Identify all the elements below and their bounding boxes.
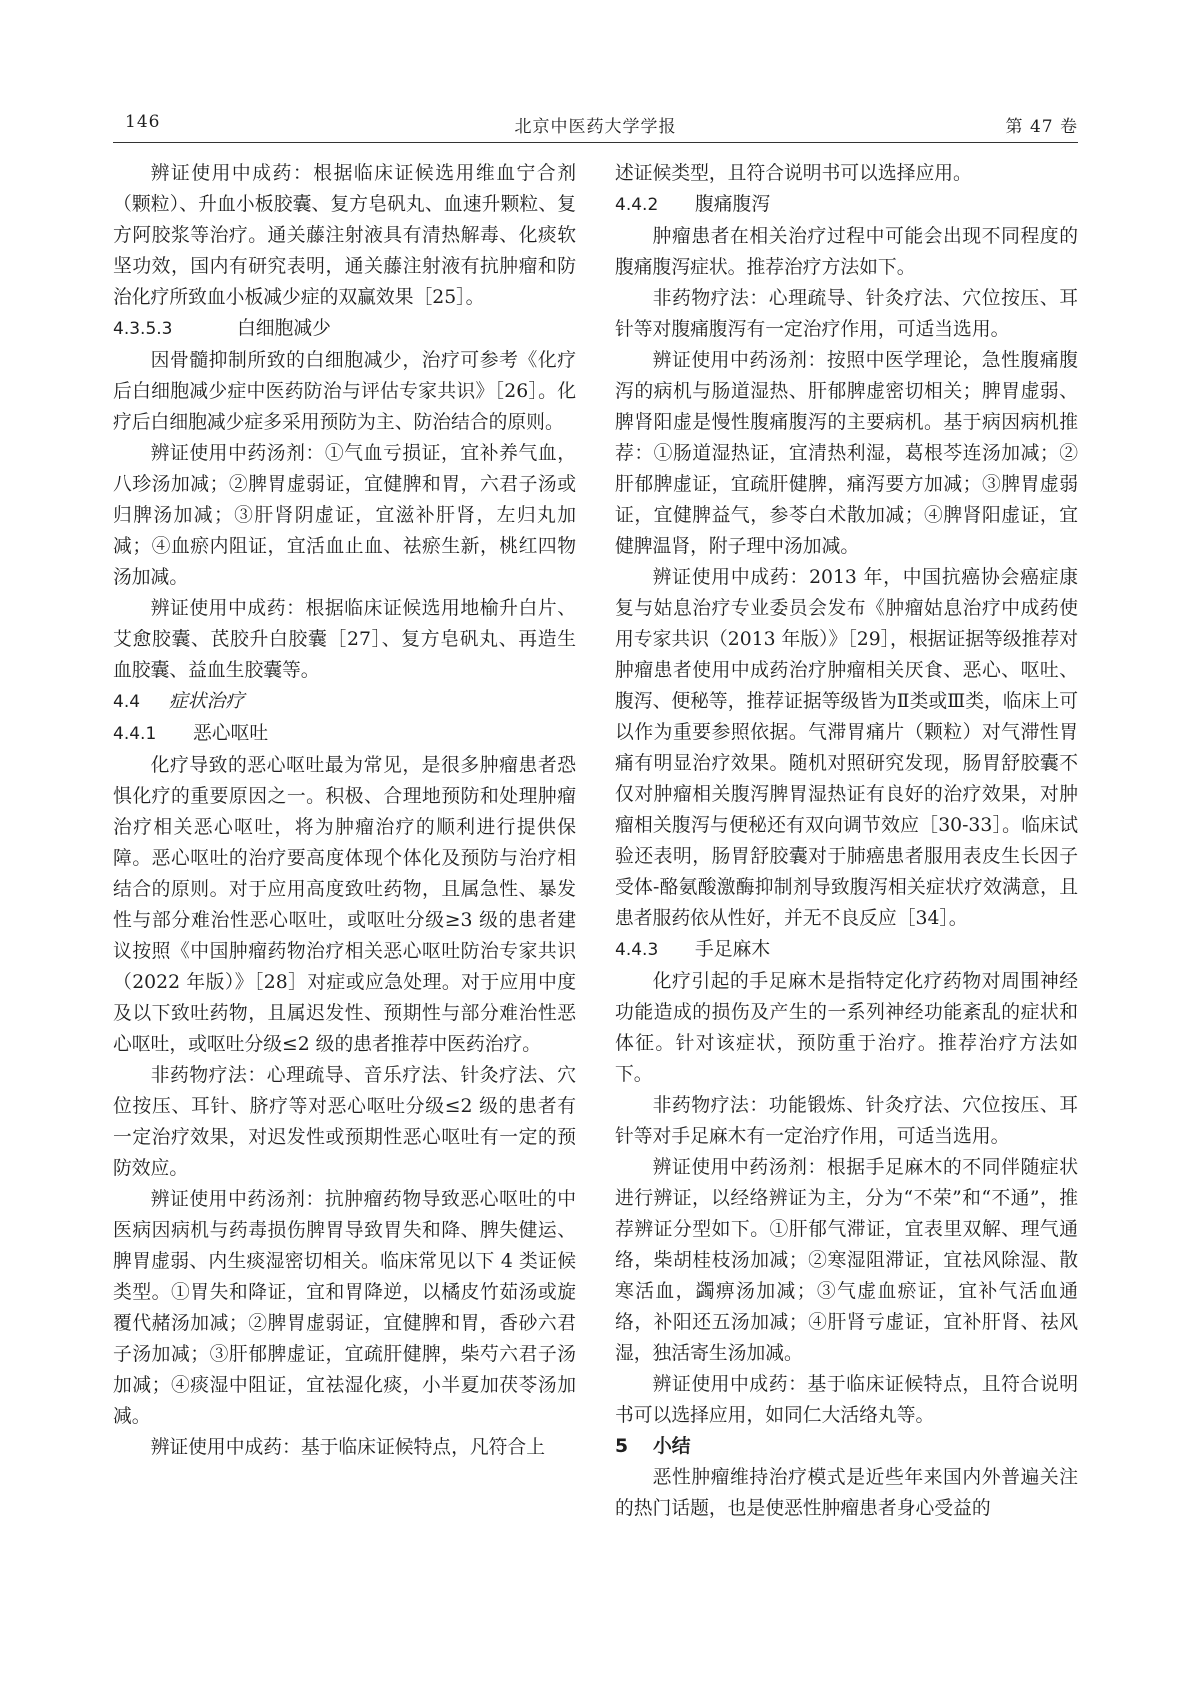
heading-number: 4.4.1	[113, 724, 157, 744]
paragraph: 辨证使用中药汤剂：①气血亏损证，宜补养气血，八珍汤加减；②脾胃虚弱证，宜健脾和胃，六君子汤或归脾汤加减；③肝肾阴虚证，宜滋补肝肾，左归丸加减；④血瘀内阻证，宜活血止血、祛瘀生新，桃红四物汤加减。	[113, 443, 576, 588]
page-number: 146	[125, 112, 161, 132]
paragraph: 辨证使用中药汤剂：按照中医学理论，急性腹痛腹泻的病机与肠道湿热、肝郁脾虚密切相关；脾胃虚弱、脾肾阳虚是慢性腹痛腹泻的主要病机。基于病因病机推荐：①肠道湿热证，宜清热利湿，葛根芩连汤加减；②肝郁脾虚证，宜疏肝健脾，痛泻要方加减；③脾胃虚弱证，宜健脾益气，参苓白术散加减；④脾肾阳虚证，宜健脾温肾，附子理中汤加减。	[615, 350, 1078, 557]
heading-number: 4.4.3	[615, 940, 659, 960]
left-column	[113, 158, 576, 1463]
paragraph: 恶性肿瘤维持治疗模式是近些年来国内外普遍关注的热门话题，也是使恶性肿瘤患者身心受益的	[615, 1467, 1078, 1519]
paragraph: 因骨髓抑制所致的白细胞减少，治疗可参考《化疗后白细胞减少症中医药防治与评估专家共识》［26］。化疗后白细胞减少症多采用预防为主、防治结合的原则。	[113, 350, 576, 433]
subsection-heading	[615, 934, 1078, 966]
subsection-heading	[615, 189, 1078, 221]
paragraph: 辨证使用中成药：2013 年，中国抗癌协会癌症康复与姑息治疗专业委员会发布《肿瘤姑息治疗中成药使用专家共识（2013 年版）》［29］，根据证据等级推荐对肿瘤患者使用中成药治疗肿瘤相关厌食、恶心、呕吐、腹泻、便秘等，推荐证据等级皆为Ⅱ类或Ⅲ类，临床上可以作为重要参照依据。气滞胃痛片（颗粒）对气滞性胃痛有明显治疗效果。随机对照研究发现，肠胃舒胶囊不仅对肿瘤相关腹泻脾胃湿热证有良好的治疗效果，对肿瘤相关腹泻与便秘还有双向调节效应［30-33］。临床试验还表明，肠胃舒胶囊对于肺癌患者服用表皮生长因子受体-酪氨酸激酶抑制剂导致腹泻相关症状疗效满意，且患者服药依从性好，并无不良反应［34］。	[615, 567, 1078, 929]
running-header	[113, 108, 1078, 143]
paragraph: 化疗导致的恶心呕吐最为常见，是很多肿瘤患者恐惧化疗的重要原因之一。积极、合理地预防和处理肿瘤治疗相关恶心呕吐，将为肿瘤治疗的顺利进行提供保障。恶心呕吐的治疗要高度体现个体化及预防与治疗相结合的原则。对于应用高度致吐药物，且属急性、暴发性与部分难治性恶心呕吐，或呕吐分级≥3 级的患者建议按照《中国肿瘤药物治疗相关恶心呕吐防治专家共识（2022 年版）》［28］对症或应急处理。对于应用中度及以下致吐药物，且属迟发性、预期性与部分难治性恶心呕吐，或呕吐分级≤2 级的患者推荐中医药治疗。	[113, 755, 576, 1055]
paragraph: 非药物疗法：功能锻炼、针灸疗法、穴位按压、耳针等对手足麻木有一定治疗作用，可适当选用。	[615, 1095, 1078, 1147]
paragraph: 辨证使用中药汤剂：抗肿瘤药物导致恶心呕吐的中医病因病机与药毒损伤脾胃导致胃失和降、脾失健运、脾胃虚弱、内生痰湿密切相关。临床常见以下 4 类证候类型。①胃失和降证，宜和胃降逆，以橘皮竹茹汤或旋覆代赭汤加减；②脾胃虚弱证，宜健脾和胃，香砂六君子汤加减；③肝郁脾虚证，宜疏肝健脾，柴芍六君子汤加减；④痰湿中阻证，宜祛湿化痰，小半夏加茯苓汤加减。	[113, 1189, 576, 1427]
volume-label: 第 47 卷	[1005, 117, 1078, 137]
heading-title: 腹痛腹泻	[695, 194, 771, 215]
heading-title: 手足麻木	[695, 939, 771, 960]
paragraph: 述证候类型，且符合说明书可以选择应用。	[615, 163, 972, 184]
right-column	[615, 158, 1078, 1524]
heading-number: 4.4.2	[615, 195, 659, 215]
section-heading	[615, 1431, 1078, 1462]
heading-title: 小结	[653, 1436, 691, 1457]
paragraph: 肿瘤患者在相关治疗过程中可能会出现不同程度的腹痛腹泻症状。推荐治疗方法如下。	[615, 226, 1078, 278]
paragraph: 辨证使用中成药：根据临床证候选用维血宁合剂（颗粒）、升血小板胶囊、复方皂矾丸、血速升颗粒、复方阿胶浆等治疗。通关藤注射液具有清热解毒、化痰软坚功效，国内有研究表明，通关藤注射液有抗肿瘤和防治化疗所致血小板减少症的双赢效果［25］。	[113, 163, 576, 308]
paragraph: 辨证使用中成药：根据临床证候选用地榆升白片、艾愈胶囊、芪胶升白胶囊［27］、复方皂矾丸、再造生血胶囊、益血生胶囊等。	[113, 598, 576, 681]
heading-title: 恶心呕吐	[193, 723, 269, 744]
heading-title: 症状治疗	[169, 691, 245, 712]
paragraph: 辨证使用中药汤剂：根据手足麻木的不同伴随症状进行辨证，以经络辨证为主，分为“不荣”和“不通”，推荐辨证分型如下。①肝郁气滞证，宜表里双解、理气通络，柴胡桂枝汤加减；②寒湿阻滞证，宜祛风除湿、散寒活血，蠲痹汤加减；③气虚血瘀证，宜补气活血通络，补阳还五汤加减；④肝肾亏虚证，宜补肝肾、祛风湿，独活寄生汤加减。	[615, 1157, 1078, 1364]
heading-number: 5	[615, 1436, 629, 1457]
paragraph: 辨证使用中成药：基于临床证候特点，且符合说明书可以选择应用，如同仁大活络丸等。	[615, 1374, 1078, 1426]
paragraph: 非药物疗法：心理疏导、音乐疗法、针灸疗法、穴位按压、耳针、脐疗等对恶心呕吐分级≤2 级的患者有一定治疗效果，对迟发性或预期性恶心呕吐有一定的预防效应。	[113, 1065, 576, 1179]
subsection-heading	[113, 313, 576, 345]
section-heading	[113, 686, 576, 718]
paragraph: 非药物疗法：心理疏导、针灸疗法、穴位按压、耳针等对腹痛腹泻有一定治疗作用，可适当选用。	[615, 288, 1078, 340]
paragraph: 化疗引起的手足麻木是指特定化疗药物对周围神经功能造成的损伤及产生的一系列神经功能紊乱的症状和体征。针对该症状，预防重于治疗。推荐治疗方法如下。	[615, 971, 1078, 1085]
paragraph: 辨证使用中成药：基于临床证候特点，凡符合上	[150, 1437, 545, 1458]
journal-title: 北京中医药大学学报	[514, 117, 677, 137]
heading-title: 白细胞减少	[237, 318, 331, 339]
heading-number: 4.4	[113, 692, 141, 712]
heading-number: 4.3.5.3	[113, 319, 173, 339]
subsection-heading	[113, 718, 576, 750]
